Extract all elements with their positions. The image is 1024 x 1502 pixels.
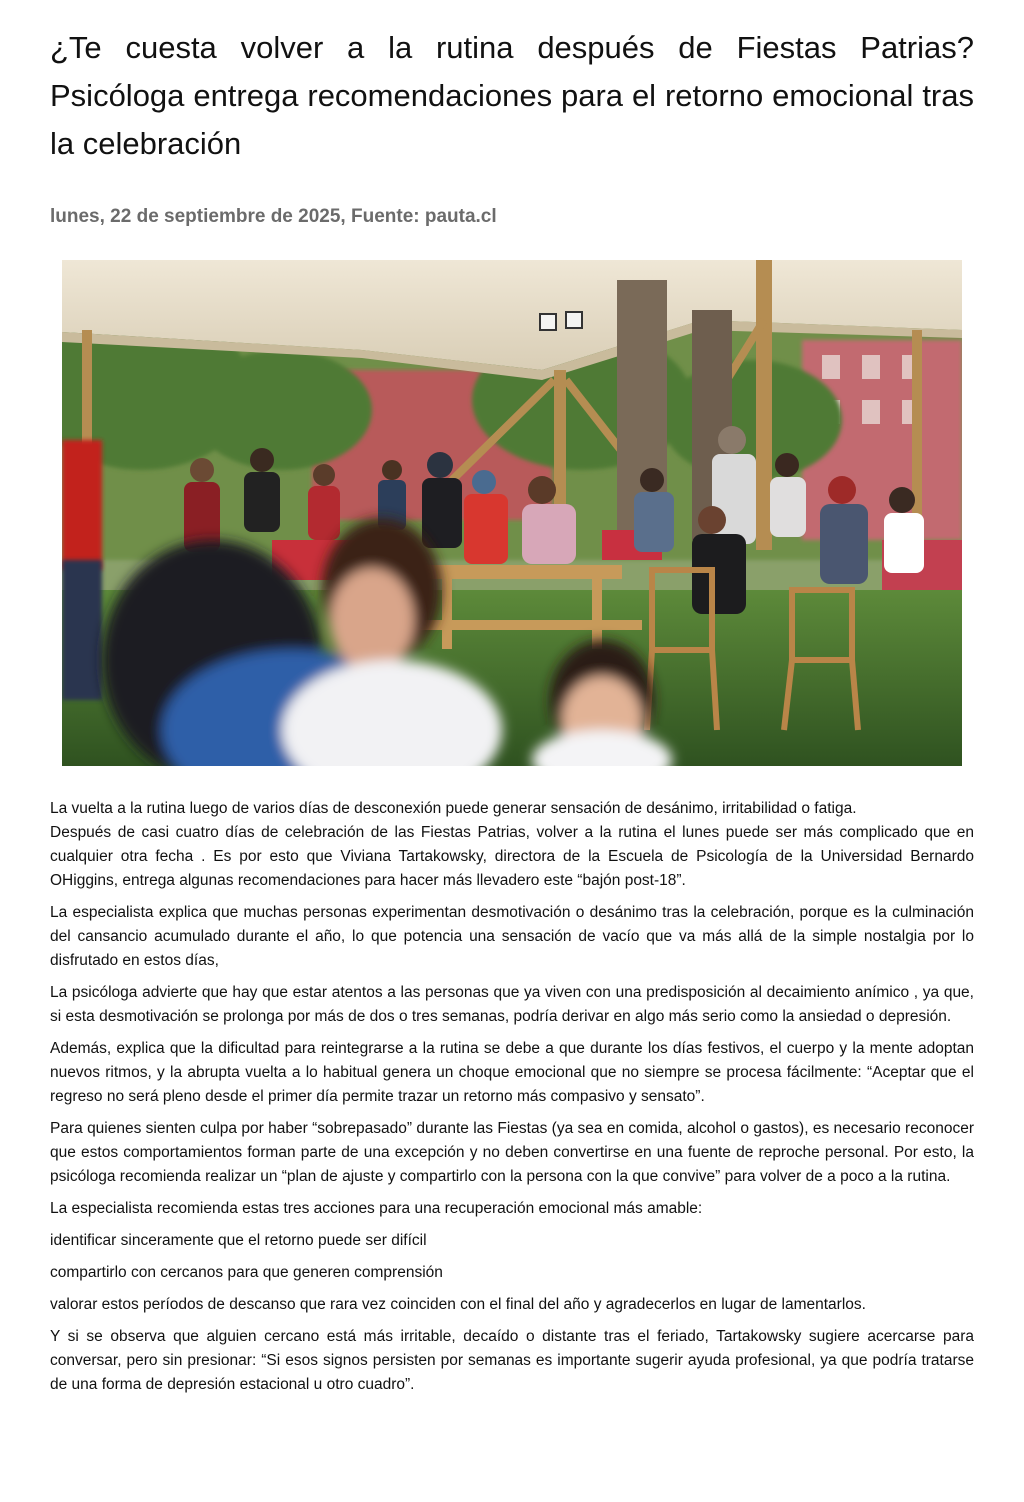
article-headline: ¿Te cuesta volver a la rutina después de Fiestas Patrias? Psicóloga entrega recomendaciones para el retorno emocional tras la celebración — [50, 30, 974, 161]
paragraph: La especialista explica que muchas personas experimentan desmotivación o desánimo tras la celebración, porque es la culminación del cansancio acumulado durante el año, lo que potencia una sensación de vacío que va más allá de la simple nostalgia por lo disfrutado en estos días, — [50, 904, 974, 969]
article-body — [50, 797, 974, 1405]
recommendation-item: compartirlo con cercanos para que generen comprensión — [50, 1264, 443, 1281]
paragraph: Además, explica que la dificultad para reintegrarse a la rutina se debe a que durante los días festivos, el cuerpo y la mente adoptan nuevos ritmos, y la abrupta vuelta a lo habitual genera un choque emocional que no siempre se procesa fácilmente: “Aceptar que el regreso no será pleno desde el primer día permite trazar un retorno más compasivo y sensato”. — [50, 1040, 974, 1105]
article-header — [50, 24, 974, 230]
paragraph: Después de casi cuatro días de celebración de las Fiestas Patrias, volver a la rutina el lunes puede ser más complicado que en cualquier otra fecha . Es por esto que Viviana Tartakowsky, directora de la Escuela de Psicología de la Universidad Bernardo OHiggins, entrega algunas recomendaciones para hacer más llevadero este “bajón post-18”. — [50, 824, 974, 889]
paragraph-closing: Y si se observa que alguien cercano está más irritable, decaído o distante tras el feriado, Tartakowsky sugiere acercarse para conversar, pero sin presionar: “Si esos signos persisten por semanas es importante sugerir ayuda profesional, ya que podría tratarse de una forma de depresión estacional u otro cuadro”. — [50, 1328, 974, 1393]
paragraph: La especialista recomienda estas tres acciones para una recuperación emocional más amable: — [50, 1200, 703, 1217]
festival-crowd-photo — [62, 260, 962, 766]
paragraph: La psicóloga advierte que hay que estar atentos a las personas que ya viven con una predisposición al decaimiento anímico , ya que, si esta desmotivación se prolonga por más de dos o tres semanas, podría derivar en algo más serio como la ansiedad o depresión. — [50, 984, 974, 1025]
paragraph: Para quienes sienten culpa por haber “sobrepasado” durante las Fiestas (ya sea en comida, alcohol o gastos), es necesario reconocer que estos comportamientos forman parte de una excepción y no deben convertirse en una fuente de reproche personal. Por esto, la psicóloga recomienda realizar un “plan de ajuste y compartirlo con la persona con la que convive” para volver de a poco a la rutina. — [50, 1120, 974, 1185]
article-photo — [62, 260, 962, 766]
article-dateline: lunes, 22 de septiembre de 2025, Fuente: pauta.cl — [50, 206, 497, 227]
recommendation-item: valorar estos períodos de descanso que rara vez coinciden con el final del año y agradecerlos en lugar de lamentarlos. — [50, 1296, 866, 1313]
paragraph-lead: La vuelta a la rutina luego de varios días de desconexión puede generar sensación de desánimo, irritabilidad o fatiga. — [50, 800, 857, 817]
recommendation-item: identificar sinceramente que el retorno puede ser difícil — [50, 1232, 427, 1249]
